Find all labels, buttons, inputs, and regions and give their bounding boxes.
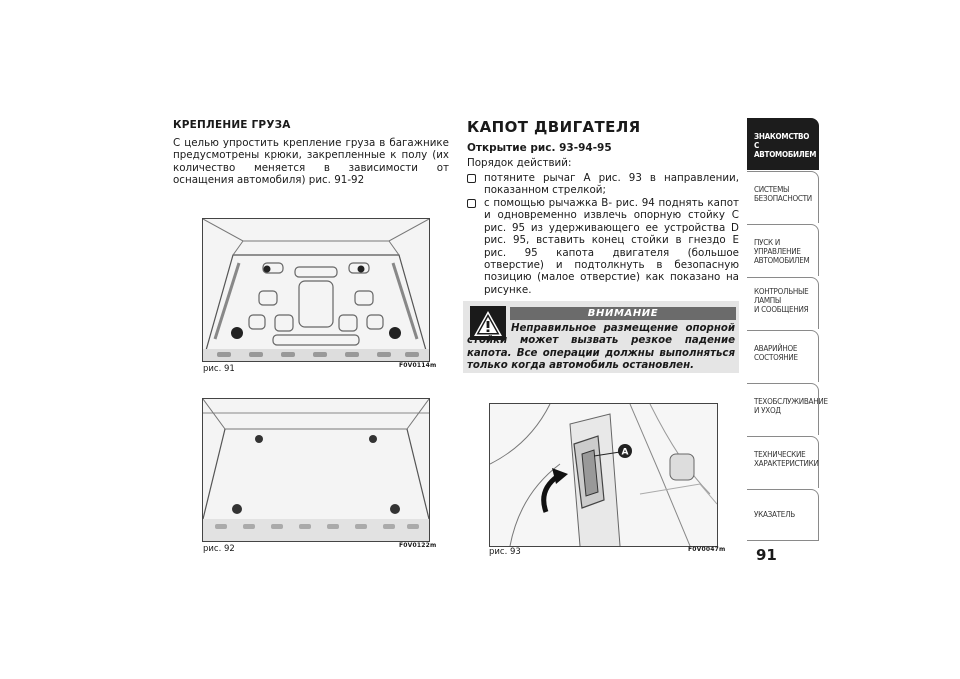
cargo-paragraph: С целью упростить крепление груза в багажнике предусмотрены крюки, закрепленные к полу (их количество меняется в зависимости от оснащения автомобиля) рис. 91-92 (173, 137, 449, 187)
figure-93-code: F0V0047m (688, 546, 726, 553)
tab-label: КОНТРОЛЬНЫЕ ЛАМПЫ И СООБЩЕНИЯ (754, 286, 809, 314)
figure-91-drawing (203, 219, 429, 361)
tab-label: ЗНАКОМСТВО С АВТОМОБИЛЕМ (754, 131, 817, 159)
list-item-text: с помощью рычажка B- рис. 94 поднять капот и одновременно извлечь опорную стойку C рис. 95 из удерживающего ее устройства D рис. 95, вставить конец стойки в гнездо E рис. 95 капота двигателя (большое отверстие) и подтолкнуть в безопасную позицию (малое отверстие) как показано на рисунке. (484, 197, 739, 296)
tab-technical-specs[interactable] (747, 436, 819, 488)
tab-introduction[interactable] (747, 118, 819, 170)
procedure-intro: Порядок действий: (467, 157, 572, 169)
figure-91 (202, 218, 430, 362)
figure-92-caption: рис. 92 (203, 544, 235, 554)
tab-safety[interactable] (747, 171, 819, 223)
figure-93-drawing (490, 404, 717, 546)
list-item (467, 172, 739, 197)
tab-label: ТЕХОБСЛУЖИВАНИЕ И УХОД (754, 396, 828, 415)
figure-92 (202, 398, 430, 542)
tab-index[interactable] (747, 489, 819, 541)
tab-label: ТЕХНИЧЕСКИЕ ХАРАКТЕРИСТИКИ (754, 449, 819, 468)
tab-label: СИСТЕМЫ БЕЗОПАСНОСТИ (754, 184, 812, 203)
tab-emergency[interactable] (747, 330, 819, 382)
checkbox-bullet-icon (467, 174, 476, 183)
figure-92-code: F0V0122m (399, 542, 437, 549)
checkbox-bullet-icon (467, 199, 476, 208)
figure-92-drawing (203, 399, 429, 541)
tab-warning-lights[interactable] (747, 277, 819, 329)
figure-93-label: A (621, 447, 629, 458)
list-item (467, 197, 739, 296)
warning-text: Неправильное размещение опорной стойки может вызвать резкое падение капота. Все операции должны выполняться только когда автомобиль остановлен. (467, 323, 735, 371)
tab-starting-driving[interactable] (747, 224, 819, 276)
tab-maintenance[interactable] (747, 383, 828, 435)
page-number: 91 (756, 546, 777, 564)
subtitle-opening: Открытие рис. 93-94-95 (467, 142, 612, 154)
figure-93-caption: рис. 93 (489, 547, 521, 557)
figure-93 (489, 403, 718, 547)
tab-label: ПУСК И УПРАВЛЕНИЕ АВТОМОБИЛЕМ (754, 237, 810, 265)
tab-label: АВАРИЙНОЕ СОСТОЯНИЕ (754, 343, 798, 362)
list-item-text: потяните рычаг A рис. 93 в направлении, показанном стрелкой; (484, 172, 739, 197)
warning-title: ВНИМАНИЕ (510, 307, 736, 320)
figure-91-caption: рис. 91 (203, 364, 235, 374)
section-title-cargo: КРЕПЛЕНИЕ ГРУЗА (173, 119, 291, 131)
page-title: КАПОТ ДВИГАТЕЛЯ (467, 118, 641, 136)
figure-91-code: F0V0114m (399, 362, 437, 369)
tab-label: УКАЗАТЕЛЬ (754, 509, 795, 519)
